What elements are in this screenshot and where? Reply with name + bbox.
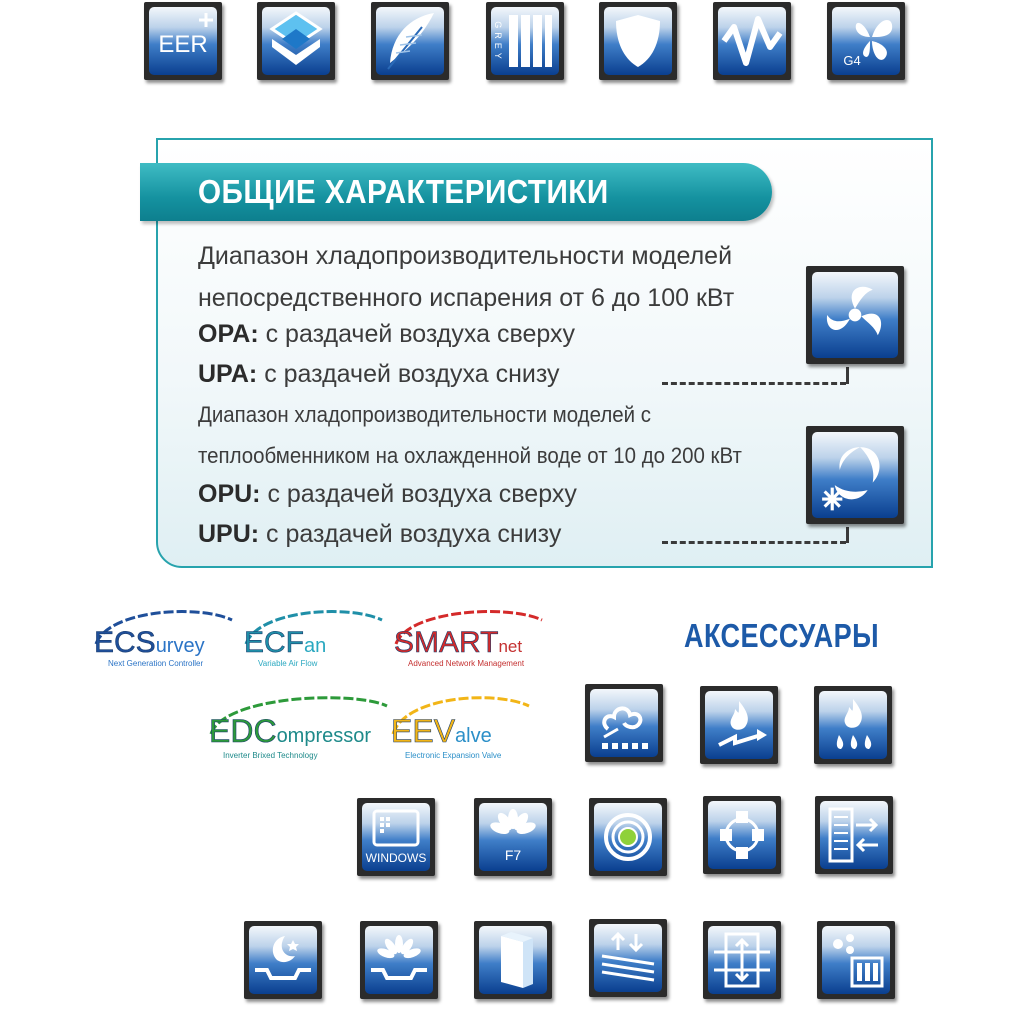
night-mode-icon [249,926,317,994]
electric-heater-tile [700,686,778,764]
wave-tile [713,2,791,80]
hot-water-heater-icon [819,691,887,759]
transition-frame-tile [703,921,781,999]
eer-label: EER [158,31,208,58]
electric-heater-icon [705,691,773,759]
damper-arrows-icon [594,924,662,992]
logo-subtitle: Variable Air Flow [258,659,318,668]
opa-line [198,320,575,349]
dx-range-line-2: непосредственного испарения от 6 до 100 кВт [198,284,735,312]
logo-wordmark: ECSurvey [94,626,205,659]
cw-range-line-1: Диапазон хладопроизводительности моделей с [198,402,651,427]
edcompressor-logo [203,686,393,766]
air-exchange-tile [815,796,893,874]
upa-leader-tick [846,367,849,384]
modular-unit-icon [822,926,890,994]
night-mode-tile [244,921,322,999]
network-nodes-tile [703,796,781,874]
fan-swirl-icon [812,272,898,358]
eevalve-logo [385,686,535,766]
opu-line [198,480,577,509]
feather-icon [376,7,444,75]
plenum-filter-tile [360,921,438,999]
accessories-title: АКСЕССУАРЫ [684,617,880,654]
eer-plus-tile [144,2,222,80]
target-sensor-icon [594,803,662,871]
transition-frame-icon [708,926,776,994]
ecsurvey-logo [88,602,238,672]
opu-code: OPU: [198,480,261,508]
modular-unit-tile [817,921,895,999]
opa-text: с раздачей воздуха сверху [258,320,575,348]
damper-arrows-tile [589,919,667,997]
windows-display-tile [357,798,435,876]
hot-water-heater-tile [814,686,892,764]
logo-subtitle: Advanced Network Management [408,659,525,668]
opa-code: OPA: [198,320,259,348]
plenum-filter-icon [365,926,433,994]
smartnet-logo [388,602,548,672]
windows-label: WINDOWS [365,851,427,865]
g4-label: G4 [843,53,861,68]
dx-range-line-1: Диапазон хладопроизводительности моделей [198,242,733,270]
document-icon [479,926,547,994]
shield-icon [604,7,672,75]
logo-wordmark: SMARTnet [394,626,523,659]
upa-leader-line [662,382,846,385]
ecfan-logo [238,602,388,672]
dx-unit-tile [806,266,904,364]
shield-tile [599,2,677,80]
logo-wordmark: EDCompressor [209,713,372,749]
f7-label: F7 [504,847,522,863]
upu-text: с раздачей воздуха снизу [259,520,562,548]
specs-title: ОБЩИЕ ХАРАКТЕРИСТИКИ [198,173,609,210]
logo-subtitle: Inverter Brixed Technology [223,751,318,760]
wave-icon [718,7,786,75]
f7-filter-tile [474,798,552,876]
logo-wordmark: ECFan [244,626,327,659]
steam-humidifier-icon [590,689,658,757]
target-sensor-tile [589,798,667,876]
butterfly-filter-tile [827,2,905,80]
opu-text: с раздачей воздуха сверху [260,480,577,508]
steam-humidifier-tile [585,684,663,762]
cw-unit-tile [806,426,904,524]
grey-label: GREY [493,21,503,63]
layers-icon [262,7,330,75]
document-tile [474,921,552,999]
layers-tile [257,2,335,80]
upu-leader-tick [846,527,849,543]
logo-subtitle: Electronic Expansion Valve [405,751,502,760]
air-exchange-icon [820,801,888,869]
upa-code: UPA: [198,360,258,388]
upu-code: UPU: [198,520,260,548]
upu-line [198,520,561,549]
grey-panels-tile [486,2,564,80]
upa-text: с раздачей воздуха снизу [257,360,560,388]
network-nodes-icon [708,801,776,869]
logo-wordmark: EEValve [391,713,492,749]
feather-tile [371,2,449,80]
upu-leader-line [662,541,846,544]
fan-snowflake-icon [812,432,898,518]
logo-subtitle: Next Generation Controller [108,659,204,668]
upa-line [198,360,560,389]
cw-range-line-2: теплообменником на охлажденной воде от 10 до 200 кВт [198,443,742,468]
